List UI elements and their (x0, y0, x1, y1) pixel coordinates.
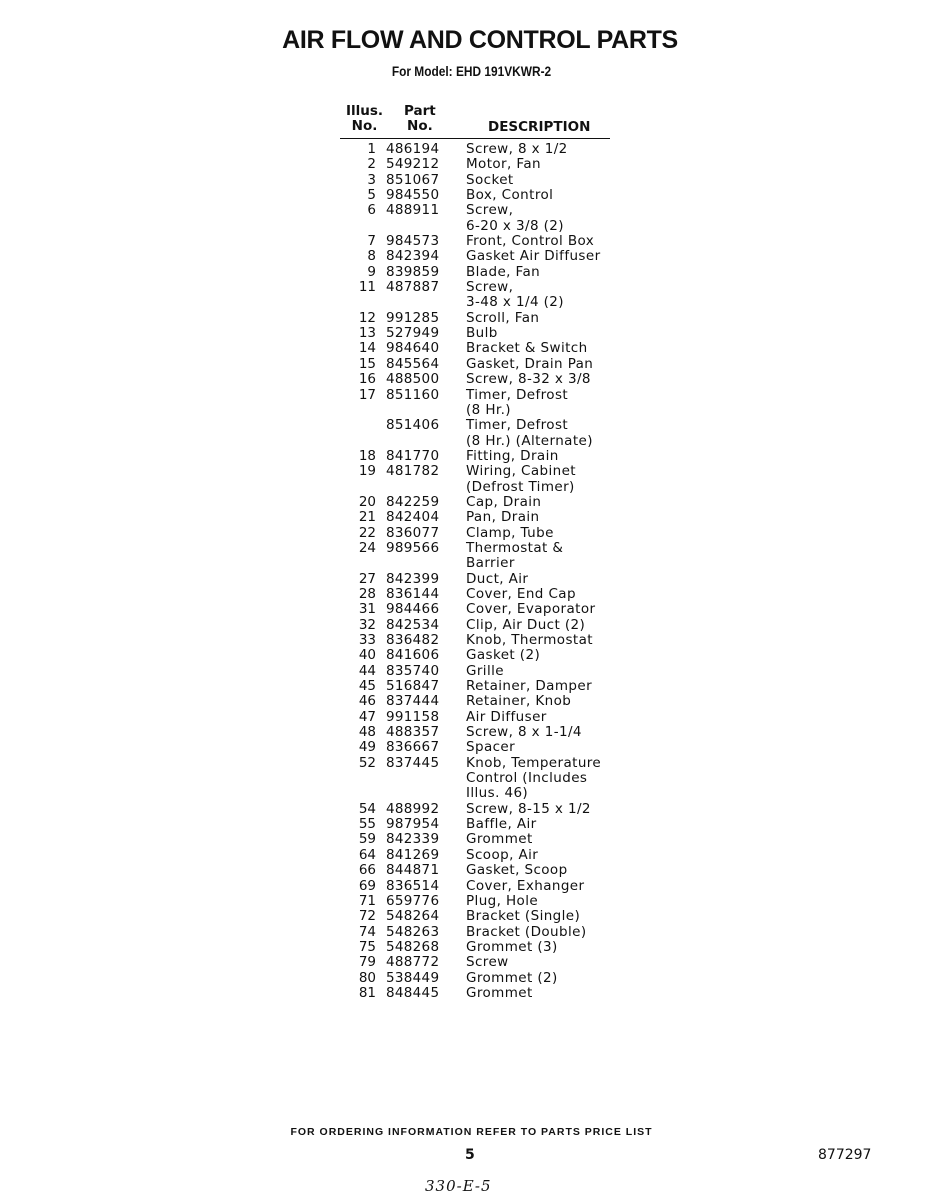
table-row (340, 526, 610, 541)
table-row (340, 510, 610, 525)
part-no-cell: 549212 (386, 156, 440, 173)
table-row (340, 249, 610, 264)
table-row (340, 986, 610, 1001)
illus-no-cell: 18 (358, 447, 376, 464)
part-no-cell: 984550 (386, 187, 440, 204)
description-cell: Gasket Air Diffuser (466, 248, 601, 265)
table-row (340, 909, 610, 924)
part-no-cell: 836482 (386, 632, 440, 648)
part-no-cell: 842259 (386, 493, 440, 510)
description-cell: Clip, Air Duct (2) (466, 616, 586, 633)
table-row (340, 449, 610, 464)
illus-no-cell (340, 418, 376, 449)
description-cell: Bulb (466, 325, 498, 342)
description-cell: Spacer (466, 739, 516, 756)
table-row (340, 265, 610, 280)
illus-no-cell: 8 (367, 248, 376, 265)
part-no-cell: 987954 (386, 816, 440, 833)
illus-no-cell: 17 (358, 386, 376, 403)
part-no-cell: 488992 (386, 800, 440, 817)
table-row (340, 925, 610, 940)
illus-no-cell: 1 (367, 141, 376, 157)
description-cell: Timer, Defrost (8 Hr.) (466, 386, 569, 418)
part-no-cell: 488911 (386, 202, 440, 219)
part-no-cell: 836514 (386, 877, 440, 894)
illus-no-cell: 54 (358, 800, 376, 817)
illus-no-cell: 59 (358, 831, 376, 848)
table-row (340, 357, 610, 372)
part-no-cell: 836077 (386, 524, 440, 541)
part-no-cell: 659776 (386, 892, 440, 909)
part-no-cell: 851067 (386, 171, 440, 188)
description-cell: Socket (466, 171, 514, 188)
description-cell: Timer, Defrost (8 Hr.) (Alternate) (466, 417, 593, 449)
part-no-cell: 842399 (386, 570, 440, 587)
illus-no-cell: 16 (358, 371, 376, 388)
table-row (340, 541, 610, 572)
table-row (340, 372, 610, 387)
illus-no-cell: 72 (358, 908, 376, 925)
part-no-cell: 842394 (386, 248, 440, 265)
description-cell: Grommet (466, 831, 533, 848)
table-row (340, 572, 610, 587)
illus-no-cell: 6 (367, 202, 376, 219)
handwritten-note: 330-E-5 (425, 1177, 492, 1195)
description-cell: Knob, Temperature Control (Includes Illus. 46) (466, 754, 602, 802)
table-row (340, 188, 610, 203)
part-no-cell: 842339 (386, 831, 440, 848)
header-part-no (404, 104, 436, 134)
illus-no-cell: 15 (358, 355, 376, 372)
table-row (340, 157, 610, 172)
description-cell: Screw, 8-32 x 3/8 (466, 371, 591, 388)
header-description: DESCRIPTION (488, 119, 591, 135)
part-no-cell: 989566 (386, 539, 440, 556)
description-cell: Grille (466, 662, 504, 679)
description-cell: Clamp, Tube (466, 524, 554, 541)
description-cell: Gasket, Drain Pan (466, 355, 594, 372)
table-row (340, 832, 610, 847)
illus-no-cell: 33 (358, 632, 376, 648)
part-no-cell: 488357 (386, 724, 440, 741)
table-row (340, 280, 610, 311)
illus-no-cell: 69 (358, 877, 376, 894)
table-row (340, 894, 610, 909)
description-cell: Scoop, Air (466, 846, 539, 863)
table-body (340, 139, 610, 1001)
description-cell: Retainer, Knob (466, 693, 572, 710)
table-header (340, 104, 610, 139)
description-cell: Motor, Fan (466, 156, 541, 173)
illus-no-cell: 13 (358, 325, 376, 342)
description-cell: Wiring, Cabinet (Defrost Timer) (466, 463, 576, 495)
illus-no-cell: 64 (358, 846, 376, 863)
description-cell: Grommet (466, 984, 533, 1001)
table-row (340, 388, 610, 419)
page-number: 5 (465, 1147, 475, 1163)
illus-no-cell: 66 (358, 862, 376, 879)
part-no-cell: 837445 (386, 754, 440, 771)
description-cell: Air Diffuser (466, 708, 547, 725)
illus-no-cell: 22 (358, 524, 376, 541)
table-row (340, 817, 610, 832)
illus-no-cell: 3 (367, 171, 376, 188)
description-cell: Cap, Drain (466, 493, 542, 510)
part-no-cell: 842404 (386, 509, 440, 526)
illus-no-cell: 31 (358, 601, 376, 618)
part-no-cell: 845564 (386, 355, 440, 372)
table-row (340, 848, 610, 863)
part-no-cell: 842534 (386, 616, 440, 633)
description-cell: Screw, 8 x 1-1/4 (466, 724, 582, 741)
illus-no-cell: 19 (358, 463, 376, 480)
part-no-cell: 844871 (386, 862, 440, 879)
illus-no-cell: 45 (358, 678, 376, 695)
illus-no-cell: 52 (358, 754, 376, 771)
page-title: AIR FLOW AND CONTROL PARTS (282, 26, 678, 54)
table-row (340, 971, 610, 986)
table-row (340, 173, 610, 188)
table-row (340, 756, 610, 802)
illus-no-cell: 28 (358, 585, 376, 602)
description-cell: Grommet (2) (466, 969, 558, 986)
illus-no-cell: 75 (358, 938, 376, 955)
part-no-cell: 835740 (386, 662, 440, 679)
table-row (340, 311, 610, 326)
part-no-cell: 851160 (386, 386, 440, 403)
description-cell: Baffle, Air (466, 816, 537, 833)
part-no-cell: 837444 (386, 693, 440, 710)
part-no-cell: 841606 (386, 647, 440, 664)
table-row (340, 203, 610, 234)
part-no-cell: 991158 (386, 708, 440, 725)
parts-table (340, 104, 610, 1001)
illus-no-cell: 46 (358, 693, 376, 710)
table-row (340, 710, 610, 725)
part-no-cell: 516847 (386, 678, 440, 695)
description-cell: Plug, Hole (466, 892, 539, 909)
header-illus-line2: No. (351, 118, 378, 134)
description-cell: Fitting, Drain (466, 447, 559, 464)
illus-no-cell: 2 (367, 156, 376, 173)
header-part-line2: No. (407, 118, 433, 134)
table-row (340, 602, 610, 617)
illus-no-cell: 40 (358, 647, 376, 664)
table-row (340, 802, 610, 817)
illus-no-cell: 81 (358, 984, 376, 1001)
illus-no-cell: 5 (367, 187, 376, 204)
table-row (340, 464, 610, 495)
part-no-cell: 851406 (386, 417, 440, 434)
illus-no-cell: 12 (358, 309, 376, 326)
part-no-cell: 488772 (386, 954, 440, 971)
illus-no-cell: 7 (367, 233, 376, 250)
table-row (340, 234, 610, 249)
part-no-cell: 841269 (386, 846, 440, 863)
illus-no-cell: 47 (358, 708, 376, 725)
part-no-cell: 841770 (386, 447, 440, 464)
description-cell: Pan, Drain (466, 509, 540, 526)
part-no-cell: 836144 (386, 585, 440, 602)
table-row (340, 940, 610, 955)
description-cell: Screw, 3-48 x 1/4 (2) (466, 279, 564, 311)
part-no-cell: 984573 (386, 233, 440, 250)
table-row (340, 418, 610, 449)
illus-no-cell: 71 (358, 892, 376, 909)
description-cell: Screw, 8-15 x 1/2 (466, 800, 591, 817)
table-row (340, 725, 610, 740)
description-cell: Screw (466, 954, 509, 971)
illus-no-cell: 74 (358, 923, 376, 940)
part-no-cell: 839859 (386, 263, 440, 280)
illus-no-cell: 14 (358, 340, 376, 357)
illus-no-cell: 21 (358, 509, 376, 526)
table-row (340, 326, 610, 341)
part-no-cell: 548264 (386, 908, 440, 925)
illus-no-cell: 55 (358, 816, 376, 833)
description-cell: Bracket (Single) (466, 908, 581, 925)
table-row (340, 648, 610, 663)
table-row (340, 495, 610, 510)
table-row (340, 618, 610, 633)
table-row (340, 879, 610, 894)
ordering-note: FOR ORDERING INFORMATION REFER TO PARTS PRICE LIST (290, 1126, 653, 1138)
table-row (340, 587, 610, 602)
description-cell: Cover, Exhanger (466, 877, 585, 894)
part-no-cell: 548263 (386, 923, 440, 940)
description-cell: Front, Control Box (466, 233, 595, 250)
illus-no-cell: 24 (358, 539, 376, 556)
part-no-cell: 538449 (386, 969, 440, 986)
part-no-cell: 984640 (386, 340, 440, 357)
description-cell: Retainer, Damper (466, 678, 593, 695)
description-cell: Bracket (Double) (466, 923, 587, 940)
description-cell: Grommet (3) (466, 938, 558, 955)
table-row (340, 142, 610, 157)
description-cell: Cover, End Cap (466, 585, 576, 602)
table-row (340, 955, 610, 970)
header-illus-line1: Illus. (346, 103, 384, 119)
description-cell: Screw, 8 x 1/2 (466, 141, 568, 157)
model-subtitle: For Model: EHD 191VKWR-2 (391, 63, 552, 79)
header-part-line1: Part (404, 103, 436, 119)
part-no-cell: 488500 (386, 371, 440, 388)
description-cell: Box, Control (466, 187, 554, 204)
table-row (340, 633, 610, 648)
part-no-cell: 527949 (386, 325, 440, 342)
description-cell: Scroll, Fan (466, 309, 540, 326)
description-cell: Screw, 6-20 x 3/8 (2) (466, 202, 564, 234)
part-no-cell: 486194 (386, 141, 440, 157)
description-cell: Gasket (2) (466, 647, 541, 664)
illus-no-cell: 48 (358, 724, 376, 741)
table-row (340, 679, 610, 694)
illus-no-cell: 9 (367, 263, 376, 280)
illus-no-cell: 20 (358, 493, 376, 510)
table-row (340, 664, 610, 679)
part-no-cell: 487887 (386, 279, 440, 296)
illus-no-cell: 49 (358, 739, 376, 756)
part-no-cell: 481782 (386, 463, 440, 480)
description-cell: Blade, Fan (466, 263, 541, 280)
part-no-cell: 991285 (386, 309, 440, 326)
table-row (340, 740, 610, 755)
part-no-cell: 984466 (386, 601, 440, 618)
document-number: 877297 (818, 1147, 872, 1163)
part-no-cell: 548268 (386, 938, 440, 955)
description-cell: Gasket, Scoop (466, 862, 568, 879)
table-row (340, 863, 610, 878)
illus-no-cell: 79 (358, 954, 376, 971)
illus-no-cell: 27 (358, 570, 376, 587)
description-cell: Knob, Thermostat (466, 632, 593, 648)
illus-no-cell: 44 (358, 662, 376, 679)
description-cell: Bracket & Switch (466, 340, 588, 357)
part-no-cell: 848445 (386, 984, 440, 1001)
illus-no-cell: 80 (358, 969, 376, 986)
illus-no-cell: 11 (358, 279, 376, 296)
illus-no-cell: 32 (358, 616, 376, 633)
description-cell: Thermostat & Barrier (466, 539, 564, 572)
table-row (340, 694, 610, 709)
description-cell: Cover, Evaporator (466, 601, 596, 618)
description-cell: Duct, Air (466, 570, 529, 587)
part-no-cell: 836667 (386, 739, 440, 756)
header-illus-no (346, 104, 383, 134)
table-row (340, 341, 610, 356)
